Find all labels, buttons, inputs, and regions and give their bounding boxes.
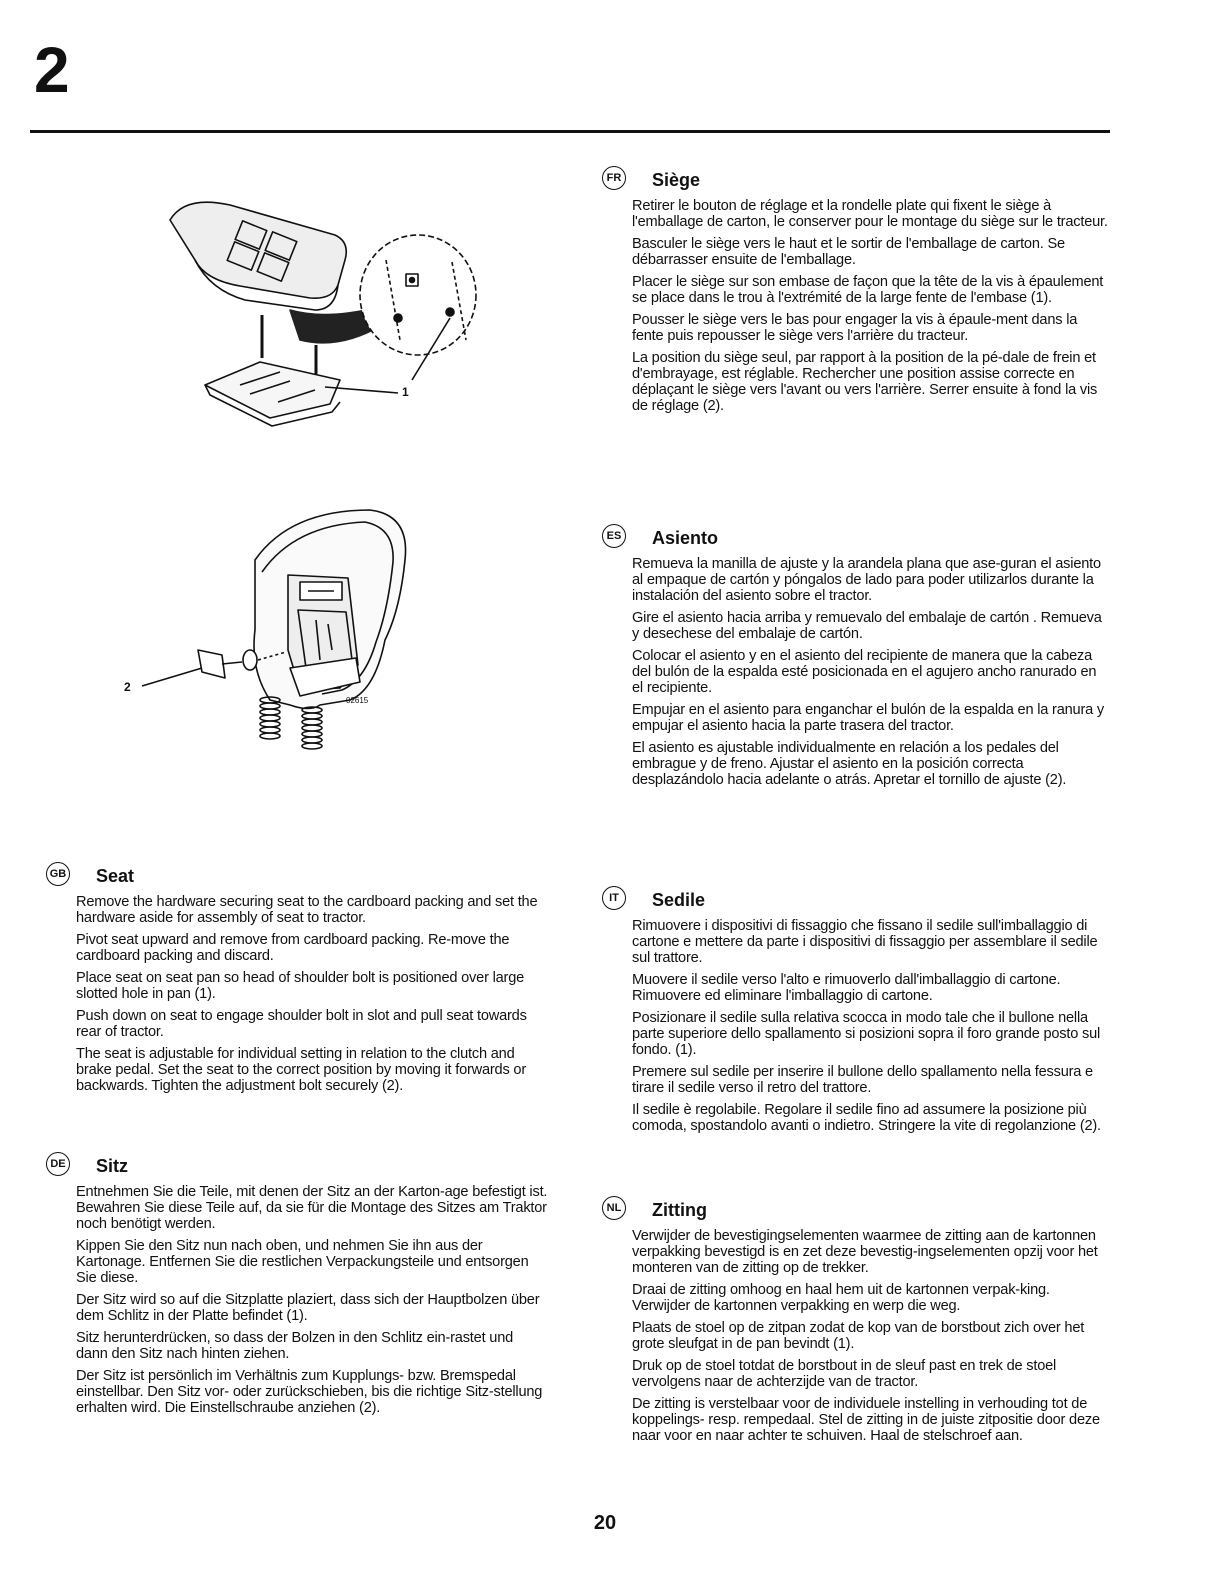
paragraph: Der Sitz wird so auf die Sitzplatte plaziert, dass sich der Hauptbolzen über dem Schlitz in der Platte befindet (1). bbox=[76, 1292, 540, 1324]
language-badge-it: IT bbox=[602, 886, 626, 910]
paragraph: Remueva la manilla de ajuste y la arandela plana que ase-guran el asiento al empaque de cartón y póngalos de lado para poder utilizarlos durante la instalación del asiento sobre el tractor. bbox=[632, 556, 1101, 604]
callout-1: 1 bbox=[402, 385, 409, 399]
section-it-title: Sedile bbox=[652, 890, 706, 910]
paragraph: Entnehmen Sie die Teile, mit denen der Sitz an der Karton-age befestigt ist. Bewahren Sie diese Teile auf, da sie für die Montage des Sitzes am Traktor noch benötigt werden. bbox=[76, 1184, 548, 1232]
paragraph: Verwijder de bevestigingselementen waarmee de zitting aan de kartonnen verpakking bevestigd is en zet deze bevestig-ingselementen opzij voor het monteren van de zitting op de trekker. bbox=[632, 1228, 1098, 1276]
callout-2: 2 bbox=[124, 680, 131, 694]
seat-rear-drawing bbox=[110, 500, 430, 770]
seat-assembly-drawing bbox=[150, 190, 500, 435]
section-fr bbox=[606, 170, 1108, 420]
paragraph: Placer le siège sur son embase de façon que la tête de la vis à épaulement se place dans le trou à l'extrémité de la large fente de l'embase (1). bbox=[632, 274, 1104, 306]
section-gb bbox=[49, 866, 548, 1100]
paragraph: Rimuovere i dispositivi di fissaggio che fissano il sedile sull'imballaggio di cartone e mettere da parte i dispositivi di fissaggio per assemblare il sedile sul trattore. bbox=[632, 918, 1098, 966]
paragraph: Sitz herunterdrücken, so dass der Bolzen in den Schlitz ein-rastet und dann den Sitz nach hinten ziehen. bbox=[76, 1330, 514, 1362]
paragraph: Plaats de stoel op de zitpan zodat de kop van de borstbout zich over het grote sleufgat in de pan bevindt (1). bbox=[632, 1320, 1085, 1352]
section-gb-heading bbox=[49, 866, 548, 890]
seat-assembly-figure bbox=[150, 190, 500, 435]
paragraph: The seat is adjustable for individual setting in relation to the clutch and brake pedal. Set the seat to the correct position by moving it forwards or backwards. Tighten the adjustment bolt securely (2). bbox=[76, 1046, 527, 1094]
section-de-title: Sitz bbox=[96, 1156, 129, 1176]
language-badge-nl: NL bbox=[602, 1196, 626, 1220]
language-badge-es: ES bbox=[602, 524, 626, 548]
paragraph: Push down on seat to engage shoulder bolt in slot and pull seat towards rear of tractor. bbox=[76, 1008, 527, 1040]
section-nl-heading bbox=[606, 1200, 1108, 1224]
language-badge-de: DE bbox=[46, 1152, 70, 1176]
language-badge-gb: GB bbox=[46, 862, 70, 886]
section-it-heading bbox=[609, 890, 1108, 914]
paragraph: Basculer le siège vers le haut et le sortir de l'emballage de carton. Se débarrasser ensuite de l'emballage. bbox=[632, 236, 1065, 268]
figure-code: 02615 bbox=[346, 696, 369, 705]
paragraph: Empujar en el asiento para enganchar el bulón de la espalda en la ranura y empujar el asiento hacia la parte trasera del tractor. bbox=[632, 702, 1104, 734]
paragraph: Place seat on seat pan so head of shoulder bolt is positioned over large slotted hole in pan (1). bbox=[76, 970, 525, 1002]
paragraph: Pivot seat upward and remove from cardboard packing. Re-move the cardboard packing and discard. bbox=[76, 932, 510, 964]
chapter-number: 2 bbox=[34, 34, 69, 106]
seat-rear-figure bbox=[110, 500, 430, 770]
paragraph: Draai de zitting omhoog en haal hem uit de kartonnen verpak-king. Verwijder de kartonnen verpakking en werp die weg. bbox=[632, 1282, 1050, 1314]
paragraph: Kippen Sie den Sitz nun nach oben, und nehmen Sie ihn aus der Kartonage. Entfernen Sie die restlichen Verpackungsteile und entsorgen Sie diese. bbox=[76, 1238, 529, 1286]
section-nl bbox=[606, 1200, 1108, 1450]
paragraph: Retirer le bouton de réglage et la rondelle plate qui fixent le siège à l'emballage de carton, le conserver pour le montage du siège sur le tracteur. bbox=[632, 198, 1108, 230]
section-fr-heading bbox=[606, 170, 1108, 194]
section-it bbox=[609, 890, 1108, 1140]
section-de-heading bbox=[50, 1156, 548, 1180]
paragraph: La position du siège seul, par rapport à la position de la pé-dale de frein et d'embrayage, est réglable. Rechercher une position assise correcte en déplaçant le siège vers l'avant ou vers l'arrière. Serrer ensuite à fond la vis de réglage (2). bbox=[632, 350, 1098, 414]
section-gb-title: Seat bbox=[96, 866, 135, 886]
section-de bbox=[50, 1156, 548, 1422]
paragraph: Gire el asiento hacia arriba y remuevalo del embalaje de cartón . Remueva y desechese del embalaje de cartón. bbox=[632, 610, 1102, 642]
header-rule bbox=[30, 130, 1110, 133]
section-es-title: Asiento bbox=[652, 528, 719, 548]
section-nl-title: Zitting bbox=[652, 1200, 707, 1220]
paragraph: Druk op de stoel totdat de borstbout in de sleuf past en trek de stoel vervolgens naar de achterzijde van de tractor. bbox=[632, 1358, 1057, 1390]
paragraph: Il sedile è regolabile. Regolare il sedile fino ad assumere la posizione più comoda, spostandolo avanti o indietro. Stringere la vite di regolanzione (2). bbox=[632, 1102, 1101, 1134]
paragraph: Colocar el asiento y en el asiento del recipiente de manera que la cabeza del bulón de la espalda esté posicionada en el agujero ancho ranurado en el recipiente. bbox=[632, 648, 1097, 696]
paragraph: Remove the hardware securing seat to the cardboard packing and set the hardware aside for assembly of seat to tractor. bbox=[76, 894, 538, 926]
paragraph: Pousser le siège vers le bas pour engager la vis à épaule-ment dans la fente puis repousser le siège vers l'arrière du tracteur. bbox=[632, 312, 1078, 344]
paragraph: Muovere il sedile verso l'alto e rimuoverlo dall'imballaggio di cartone. Rimuovere ed eliminare l'imballaggio di cartone. bbox=[632, 972, 1061, 1004]
section-es bbox=[606, 528, 1108, 794]
paragraph: Der Sitz ist persönlich im Verhältnis zum Kupplungs- bzw. Bremspedal einstellbar. Den Sitz vor- oder zurückschieben, bis die richtige Sitz-stellung erhalten wird. Die Einstellschraube anziehen (2). bbox=[76, 1368, 543, 1416]
section-fr-title: Siège bbox=[652, 170, 701, 190]
paragraph: Premere sul sedile per inserire il bullone dello spallamento nella fessura e tirare il sedile verso il retro del trattore. bbox=[632, 1064, 1093, 1096]
paragraph: El asiento es ajustable individualmente en relación a los pedales del embrague y de freno. Ajustar el asiento en la posición correcta desplazándolo hacia adelante o atrás. Apretar el tornillo de ajuste (2). bbox=[632, 740, 1067, 788]
language-badge-fr: FR bbox=[602, 166, 626, 190]
page-number: 20 bbox=[593, 1512, 617, 1534]
section-es-heading bbox=[606, 528, 1108, 552]
paragraph: Posizionare il sedile sulla relativa scocca in modo tale che il bullone nella parte superiore dello spallamento si posizioni sopra il foro grande posto sul fondo. (1). bbox=[632, 1010, 1101, 1058]
paragraph: De zitting is verstelbaar voor de individuele instelling in verhouding tot de koppelings- resp. rempedaal. Stel de zitting in de juiste zitpositie door deze naar voor en naar achter te schuiven. Haal de stelschroef aan. bbox=[632, 1396, 1100, 1444]
